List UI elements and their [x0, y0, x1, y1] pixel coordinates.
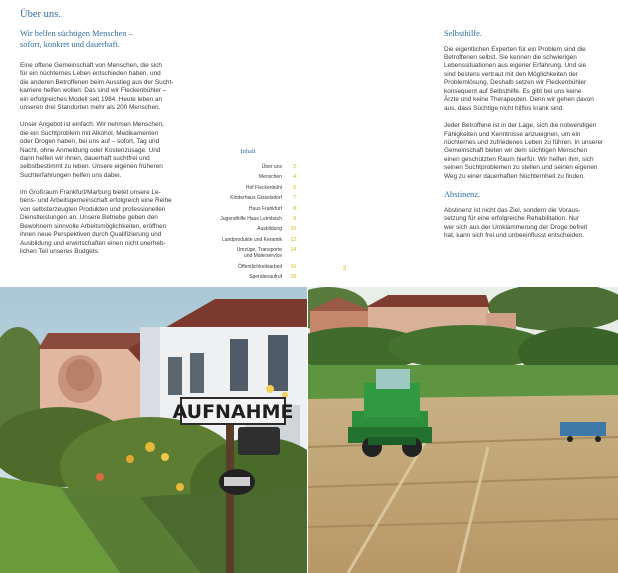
- right-column: [444, 29, 604, 250]
- harvester-field-illustration: [308, 287, 618, 573]
- toc-entry-label: Ausbildung: [257, 226, 282, 233]
- toc-entry-label: Öffentlichkeitsarbeit: [238, 263, 282, 270]
- toc-entry: [200, 216, 296, 222]
- abstinenz-heading: Abstinenz.: [444, 190, 481, 200]
- toc-entry-page: 18: [290, 273, 296, 280]
- right-paragraph-3: Abstinenz ist nicht das Ziel, sondern die Voraus- setzung für eine erfolgreiche Rehabilitation. Nur wer sich aus der Umklammerung der Droge befreit hat, kann sich frei und unbeeinflusst entscheiden.: [444, 206, 588, 240]
- toc-entry-label: Menschen: [258, 174, 282, 181]
- toc-entry-page: 12: [290, 236, 296, 243]
- page-number: 3: [343, 266, 347, 272]
- toc-entry-label: Jugendhilfe Haus Leimbach: [220, 215, 282, 222]
- toc-entry: [200, 237, 296, 243]
- left-paragraph-1: Eine offene Gemeinschaft von Menschen, die sich für ein nüchternes Leben entschieden haben, und die anderen Betroffenen beim Ausstieg aus der Sucht- karriere helfen wollen: Das sind wir Fleckenbühler – ein erfolgreiches Modell seit 1984. Heute leben an unseren drei Standorten mehr als 200 Menschen.: [20, 62, 174, 112]
- toc-entry-label: Hof Fleckenbühl: [245, 184, 282, 191]
- toc-entry-page: 16: [290, 263, 296, 270]
- toc-entry-label: Kinderhaus Gisselsdorf: [230, 195, 282, 202]
- toc-title: Inhalt: [240, 148, 256, 155]
- toc-entry: [200, 185, 296, 191]
- toc-entry: [200, 274, 296, 280]
- toc-entry: [200, 206, 296, 212]
- toc-entry-label: Umzüge, Transporte und Malerservice: [236, 247, 282, 260]
- left-subheading: Wir helfen süchtigen Menschen – sofort, konkret und dauerhaft.: [20, 29, 133, 49]
- right-paragraph-2: Jeder Betroffene ist in der Lage, sich die notwendigen Fähigkeiten und Kenntnisse anzueignen, um ein nüchternes und zufriedenes Leben zu führen. In unserer Gemeinschaft bieten wir dem süchtigen Menschen einen geschützten Raum hierfür. Wir helfen ihm, sich seinen Suchtproblemen zu stellen und seinen eigenen Weg zu einer dauerhaften Nüchternheit zu finden.: [444, 122, 604, 180]
- toc-entry-page: 4: [293, 174, 296, 181]
- selbsthilfe-heading: Selbsthilfe.: [444, 29, 482, 38]
- photo-harvester-field: [308, 287, 618, 573]
- toc-entry: [200, 226, 296, 232]
- toc-entry-page: 2: [293, 164, 296, 170]
- toc-entry-label: Haus Frankfurt: [248, 205, 282, 212]
- toc-entry-label: Über uns: [261, 164, 282, 170]
- toc-entry-page: 9: [293, 215, 296, 222]
- toc-entry: [200, 164, 296, 170]
- left-column: [20, 29, 180, 265]
- toc-entry-page: 10: [290, 226, 296, 233]
- left-paragraph-2: Unser Angebot ist einfach: Wir nehmen Menschen, die ein Suchtproblem mit Alkohol, Medikamenten oder Drogen haben, bei uns auf – sofort, Tag und Nacht, ohne Anmeldung oder Kostenzusage. Und dann helfen wir ihnen, dauerhaft suchtfrei und selbstbestimmt zu leben. Unsere eigenen früheren Suchterfahrungen helfen uns dabei.: [20, 121, 164, 179]
- toc-entry-page: 14: [290, 247, 296, 254]
- photo-house-garden: [0, 287, 307, 573]
- table-of-contents: [200, 148, 296, 284]
- toc-entry: [200, 247, 296, 259]
- toc-entry-page: 8: [293, 205, 296, 212]
- house-garden-illustration: [0, 287, 307, 573]
- right-paragraph-1: Die eigentlichen Experten für ein Problem sind die Betroffenen selbst. Sie kennen die schwierigen Lebenssituationen aus eigener Erfahrung. Und sie sind bestens vertraut mit den Möglichkeiten der Problemlösung. Deshalb setzen wir Fleckenbühler konsequent auf Selbsthilfe. Es gibt bei uns keine Ärzte und keine Therapeuten. Denn wir gehen davon aus, dass Süchtige nicht hilflos krank sind.: [444, 45, 594, 112]
- toc-entry-label: Landprodukte und Keramik: [221, 236, 282, 243]
- aufnahme-sign: AUFNAHME: [172, 401, 294, 423]
- toc-entry: [200, 174, 296, 180]
- toc-entry-page: 6: [293, 184, 296, 191]
- page-title: Über uns.: [20, 9, 61, 20]
- left-paragraph-3: Im Großraum Frankfurt/Marburg bietet unsere Le- bens- und Arbeitsgemeinschaft erfolgreich eine Reihe von selbsterzeugten Produkten und professionellen Dienstleistungen an. Unsere Betriebe geben den Bewohnern sinnvolle Arbeitsmöglichkeiten, eröffnen ihnen neue Perspektiven durch Qualifizierung und Ausbildung und erwirtschaften einen nicht unerheb- lichen Teil unseres Budgets.: [20, 188, 172, 256]
- toc-entry: [200, 264, 296, 270]
- toc-entry-page: 7: [293, 195, 296, 202]
- toc-entry-label: Spendenaufruf: [249, 273, 282, 280]
- toc-entry: [200, 195, 296, 201]
